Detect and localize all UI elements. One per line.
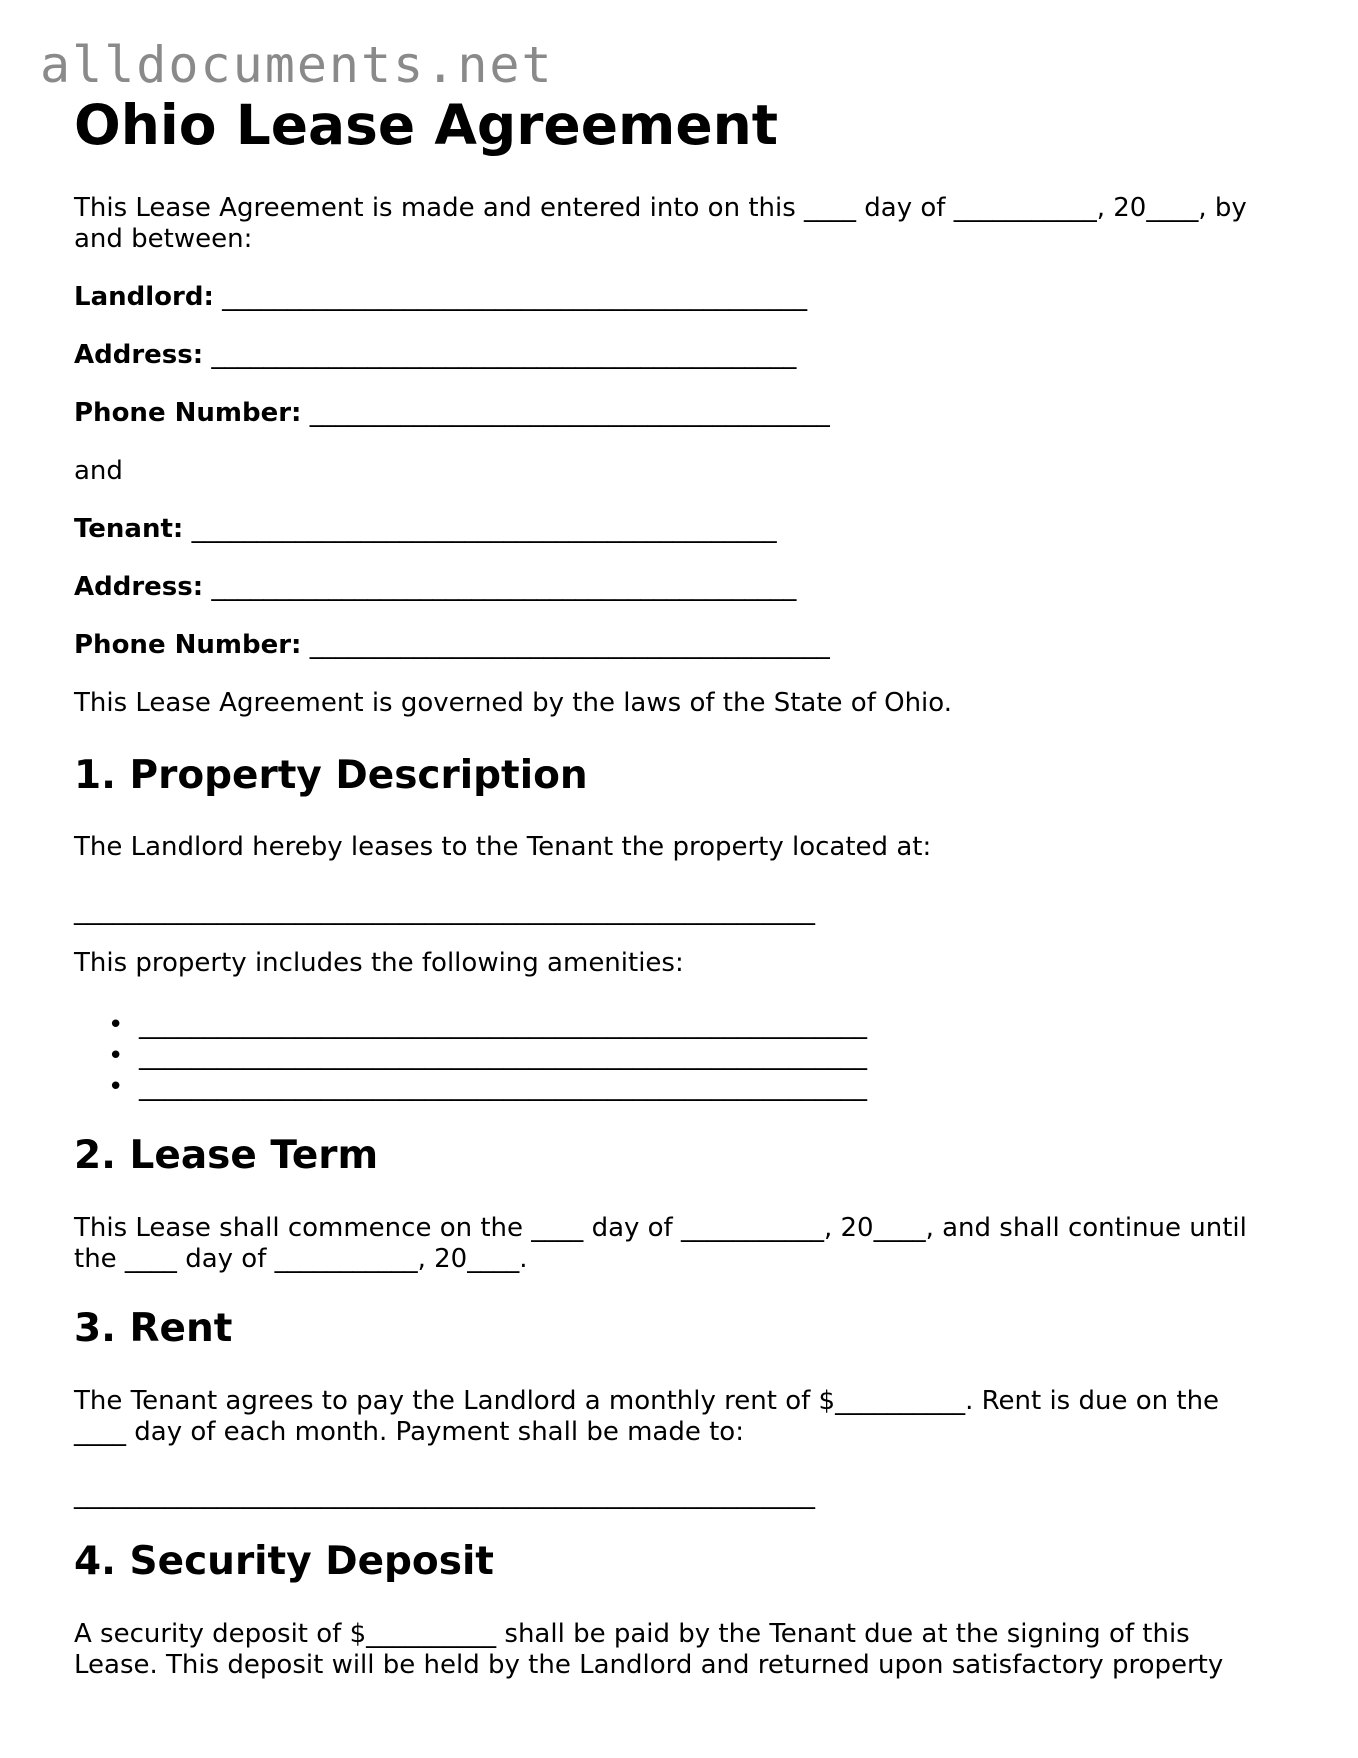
amenity-blank[interactable]: ________________________________________________________ xyxy=(139,1041,867,1071)
tenant-name-row xyxy=(74,514,777,545)
section-3-heading: 3. Rent xyxy=(74,1306,233,1351)
and-text: and xyxy=(74,456,123,486)
tenant-address-row xyxy=(74,572,796,603)
landlord-name-blank[interactable]: _____________________________________________ xyxy=(222,282,808,312)
payee-blank[interactable]: _________________________________________________________ xyxy=(74,1480,815,1510)
tenant-name-label: Tenant: xyxy=(74,514,184,544)
landlord-address-row xyxy=(74,340,796,371)
section-2-line-1: This Lease shall commence on the ____ day of ___________, 20____, and shall continue until xyxy=(74,1213,1247,1243)
section-3-line-2: ____ day of each month. Payment shall be made to: xyxy=(74,1417,744,1447)
landlord-address-blank[interactable]: _____________________________________________ xyxy=(211,340,797,370)
governed-text: This Lease Agreement is governed by the laws of the State of Ohio. xyxy=(74,688,952,718)
section-2-heading: 2. Lease Term xyxy=(74,1133,379,1178)
amenity-blank[interactable]: ________________________________________________________ xyxy=(139,1072,867,1102)
tenant-address-blank[interactable]: _____________________________________________ xyxy=(211,572,797,602)
section-3-line-1: The Tenant agrees to pay the Landlord a monthly rent of $__________. Rent is due on the xyxy=(74,1386,1220,1416)
tenant-phone-blank[interactable]: ________________________________________ xyxy=(309,630,830,660)
tenant-address-label: Address: xyxy=(74,572,204,602)
amenity-blank[interactable]: ________________________________________________________ xyxy=(139,1010,867,1040)
tenant-name-blank[interactable]: _____________________________________________ xyxy=(191,514,777,544)
section-4-line-1: A security deposit of $__________ shall be paid by the Tenant due at the signing of this xyxy=(74,1619,1190,1649)
amenities-list xyxy=(74,1010,867,1103)
landlord-phone-label: Phone Number: xyxy=(74,398,302,428)
landlord-phone-blank[interactable]: ________________________________________ xyxy=(309,398,830,428)
watermark: alldocuments.net xyxy=(40,36,554,94)
landlord-name-label: Landlord: xyxy=(74,282,214,312)
tenant-phone-row xyxy=(74,630,830,661)
document-title: Ohio Lease Agreement xyxy=(74,93,779,157)
bullet-icon: • xyxy=(108,1041,124,1071)
bullet-icon: • xyxy=(108,1072,124,1102)
amenities-text: This property includes the following amenities: xyxy=(74,948,684,978)
section-1-heading: 1. Property Description xyxy=(74,753,588,798)
bullet-icon: • xyxy=(108,1010,124,1040)
list-item xyxy=(74,1010,867,1041)
intro-line-2: and between: xyxy=(74,224,253,254)
property-address-blank[interactable]: _________________________________________________________ xyxy=(74,896,815,926)
list-item xyxy=(74,1041,867,1072)
tenant-phone-label: Phone Number: xyxy=(74,630,302,660)
list-item xyxy=(74,1072,867,1103)
landlord-name-row xyxy=(74,282,807,313)
intro-line-1: This Lease Agreement is made and entered into on this ____ day of ___________, 20____, by xyxy=(74,193,1247,223)
section-1-text: The Landlord hereby leases to the Tenant the property located at: xyxy=(74,832,932,862)
section-2-line-2: the ____ day of ___________, 20____. xyxy=(74,1244,528,1274)
landlord-phone-row xyxy=(74,398,830,429)
section-4-heading: 4. Security Deposit xyxy=(74,1539,494,1584)
landlord-address-label: Address: xyxy=(74,340,204,370)
section-4-line-2: Lease. This deposit will be held by the Landlord and returned upon satisfactory property xyxy=(74,1650,1224,1680)
